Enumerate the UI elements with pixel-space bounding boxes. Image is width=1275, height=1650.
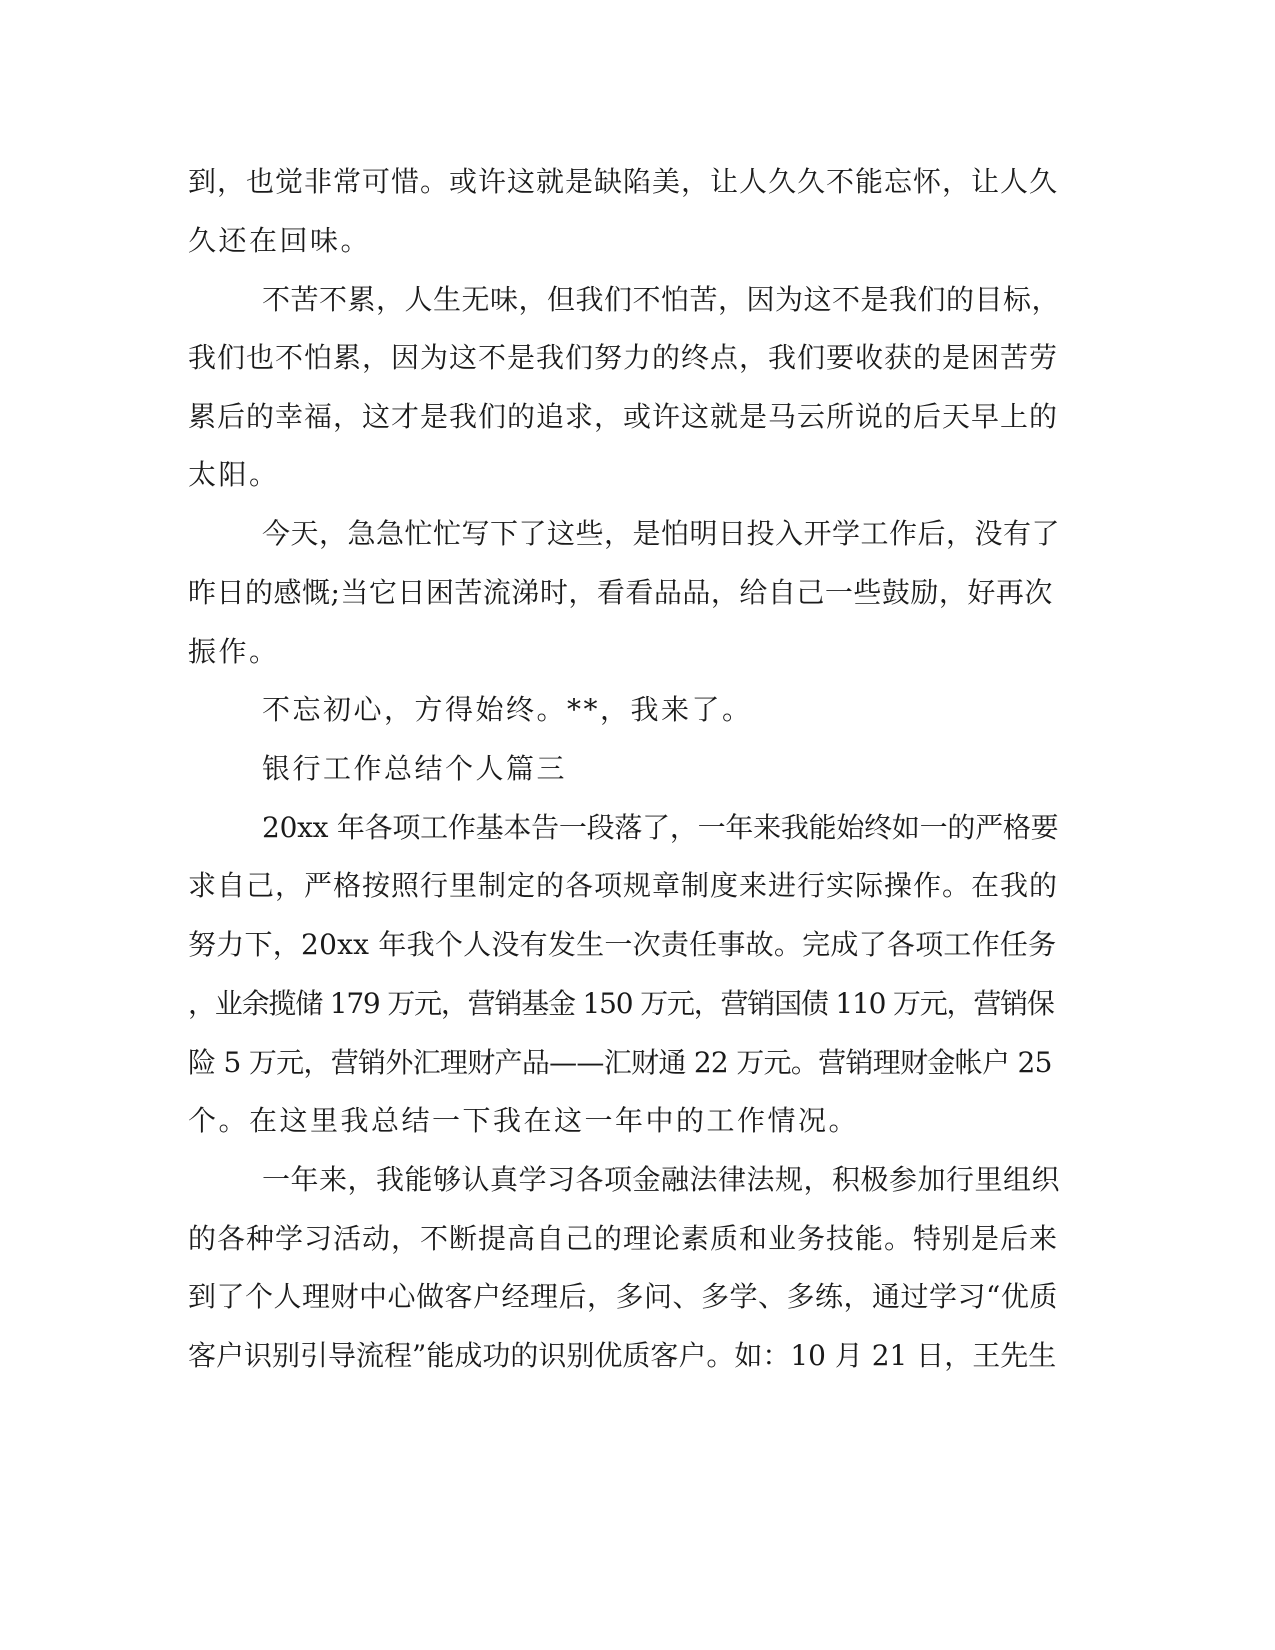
paragraph-start: 一年来，我能够认真学习各项金融法律法规，积极参加行里组织 [262,1163,1061,1196]
text-line: 努力下，20xx 年我个人没有发生一次责任事故。完成了各项工作任务 [188,928,1057,961]
text-line: 到了个人理财中心做客户经理后，多问、多学、多练，通过学习“优质 [188,1280,1058,1313]
text-line: 昨日的感慨;当它日困苦流涕时，看看品品，给自己一些鼓励，好再次 [188,576,1053,609]
text-line: 振作。 [188,635,280,668]
text-line: ，业余揽储 179 万元，营销基金 150 万元，营销国债 110 万元，营销保 [188,987,1054,1020]
text-line: 久还在回味。 [188,224,372,257]
text-line: 个。在这里我总结一下我在这一年中的工作情况。 [188,1104,860,1137]
section-heading: 银行工作总结个人篇三 [262,752,568,785]
paragraph-start: 今天，急急忙忙写下了这些，是怕明日投入开学工作后，没有了 [262,517,1061,550]
text-line: 求自己，严格按照行里制定的各项规章制度来进行实际操作。在我的 [188,869,1059,902]
text-line: 到，也觉非常可惜。或许这就是缺陷美，让人久久不能忘怀，让人久 [188,165,1059,198]
paragraph-start: 不苦不累，人生无味，但我们不怕苦，因为这不是我们的目标， [262,283,1061,316]
text-line: 险 5 万元，营销外汇理财产品——汇财通 22 万元。营销理财金帐户 25 [188,1046,1052,1079]
text-line: 我们也不怕累，因为这不是我们努力的终点，我们要收获的是困苦劳 [188,341,1059,374]
text-line: 太阳。 [188,458,280,491]
text-line: 客户识别引导流程”能成功的识别优质客户。如：10 月 21 日，王先生 [188,1339,1057,1372]
text-line: 累后的幸福，这才是我们的追求，或许这就是马云所说的后天早上的 [188,400,1059,433]
paragraph-start: 20xx 年各项工作基本告一段落了，一年来我能始终如一的严格要 [262,811,1059,844]
paragraph-start: 不忘初心，方得始终。**，我来了。 [262,693,753,726]
text-line: 的各种学习活动，不断提高自己的理论素质和业务技能。特别是后来 [188,1222,1059,1255]
